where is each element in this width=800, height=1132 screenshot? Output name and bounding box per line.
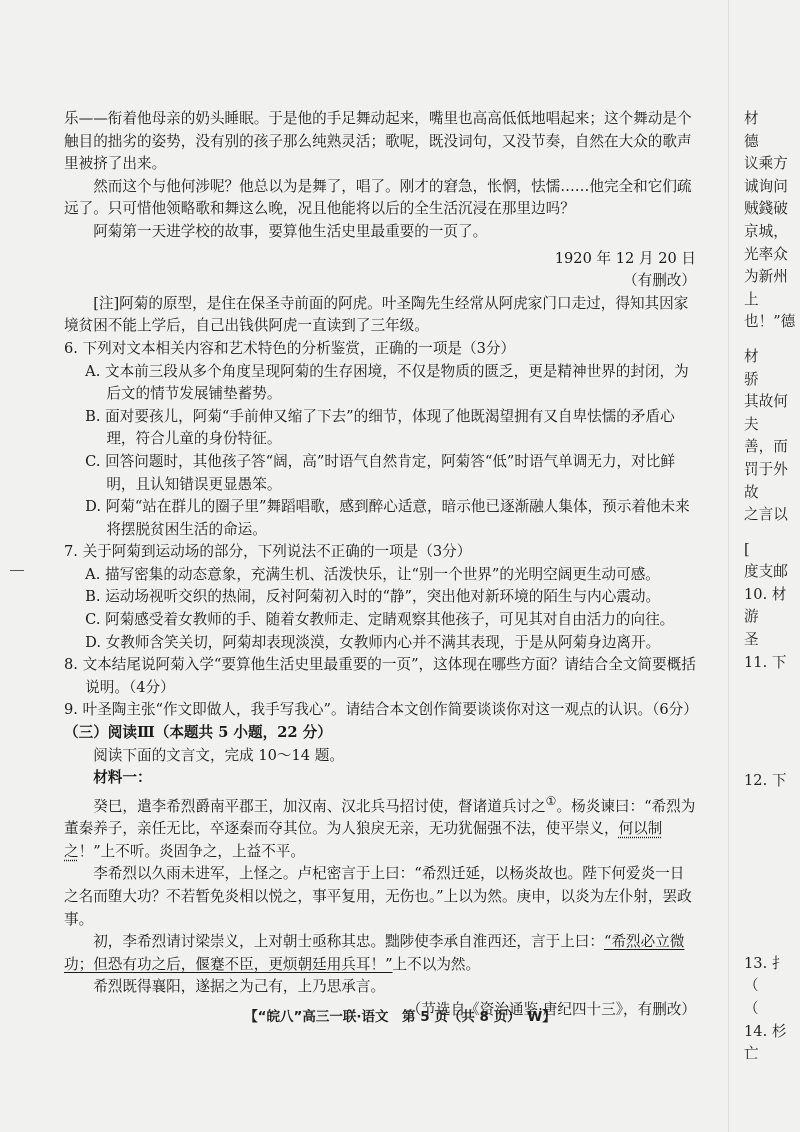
m1-p1-part-c: ！”上不听。炎固争之，上益不平。 bbox=[78, 842, 305, 860]
passage-annotation: [注]阿菊的原型，是住在保圣寺前面的阿虎。叶圣陶先生经常从阿虎家门口走过，得知其因家境贫困不能上学后，自己出钱供阿虎一直读到了三年级。 bbox=[64, 294, 689, 335]
passage-date: 1920 年 12 月 20 日 bbox=[554, 249, 696, 267]
section-reading-3-intro: 阅读下面的文言文，完成 10～14 题。 bbox=[93, 746, 344, 764]
adjacent-line: 京城， bbox=[744, 222, 788, 240]
adjacent-line: 为新州 bbox=[744, 268, 788, 286]
question-6-option-c: C. 回答问题时，其他孩子答“阔，高”时语气自然肯定，阿菊答“低”时语气单调无力，对比鲜明，且认知错误更显愚笨。 bbox=[85, 452, 675, 493]
adjacent-line: 贼錢破 bbox=[744, 200, 788, 218]
adjacent-line: 善，而 bbox=[744, 438, 788, 456]
passage-edited-note: （有删改） bbox=[623, 272, 696, 290]
adjacent-line: （ bbox=[744, 977, 759, 995]
question-7-option-b: B. 运动场视听交织的热闹，反衬阿菊初入时的“静”，突出他对新环境的陌生与内心震动。 bbox=[85, 588, 661, 606]
page-footer: 【“皖八”高三一联·语文 第 5 页（共 8 页） W】 bbox=[244, 1009, 556, 1025]
question-6-stem: 6. 下列对文本相关内容和艺术特色的分析鉴赏，正确的一项是（3分） bbox=[64, 339, 516, 357]
adjacent-line: 议乘方 bbox=[744, 155, 788, 173]
adjacent-line: 光率众 bbox=[744, 245, 788, 263]
question-7-stem: 7. 关于阿菊到运动场的部分，下列说法不正确的一项是（3分） bbox=[64, 543, 472, 561]
m1-p1-part-b: 。杨炎谏曰：“希烈为董秦养子，亲任无比，卒逐秦而夺其位。为人狼戾无亲，无功犹倔强不法，使平崇义， bbox=[64, 797, 696, 838]
adjacent-line: 亡 bbox=[744, 1045, 759, 1063]
adjacent-line: 12. 下 bbox=[744, 772, 787, 790]
question-7-option-c: C. 阿菊感受着女教师的手、随着女教师走、定睛观察其他孩子，可见其对自由活力的向往。 bbox=[85, 611, 675, 629]
adjacent-line: 诚询问 bbox=[744, 177, 788, 195]
section-reading-3-heading: （三）阅读Ⅲ（本题共 5 小题，22 分） bbox=[64, 724, 332, 742]
adjacent-line: （ bbox=[744, 1000, 759, 1018]
adjacent-line: 其故何 bbox=[744, 393, 788, 411]
adjacent-gap bbox=[744, 334, 800, 346]
question-8: 8. 文本结尾说阿菊入学“要算他生活史里最重要的一页”，这体现在哪些方面？请结合全文简要概括说明。（4分） bbox=[64, 656, 696, 696]
dotted-phrase: 何以制之 bbox=[64, 820, 663, 860]
material-1-paragraph-2: 李希烈以久雨未进军，上怪之。卢杞密言于上曰：“希烈迁延，以杨炎故也。陛下何爱炎一日之名而堕大功？不若暂免炎相以悦之，事平复用，无伤也。”上以为然。庚申，以炎为左仆射，罢政事。 bbox=[64, 865, 692, 928]
m1-p1-part-a: 癸巳，遣李希烈爵南平郡王，加汉南、汉北兵马招讨使，督诸道兵讨之 bbox=[93, 797, 546, 815]
adjacent-line: 度支邮 bbox=[744, 563, 788, 581]
adjacent-line: [ bbox=[744, 540, 750, 558]
adjacent-line: 13. 扌 bbox=[744, 954, 787, 972]
material-1-paragraph-4: 希烈既得襄阳，遂据之为己有，上乃思承言。 bbox=[93, 978, 386, 996]
material-1-source: （节选自《资治通鉴·唐纪四十三》，有删改） bbox=[406, 1001, 696, 1019]
material-1-paragraph-1 bbox=[64, 790, 696, 864]
left-margin-mark bbox=[10, 570, 24, 571]
passage-paragraph-1: 乐——衔着他母亲的奶头睡眠。于是他的手足舞动起来，嘴里也高高低低地唱起来；这个舞动是个触目的拙劣的姿势，没有别的孩子那么纯熟灵活；歌呢，既没词句，又没节奏，自然在大众的歌声里被挤了出来。 bbox=[64, 110, 692, 173]
footnote-marker: ① bbox=[545, 793, 557, 808]
adjacent-line: 之言以 bbox=[744, 506, 788, 524]
adjacent-line: 材 bbox=[744, 347, 759, 365]
question-9: 9. 叶圣陶主张“作文即做人，我手写我心”。请结合本文创作简要谈谈你对这一观点的认识。（6分） bbox=[64, 701, 698, 719]
m1-p3-part-a: 初，李希烈请讨梁崇义，上对朝士亟称其忠。黜陟使李承自淮西还，言于上曰： bbox=[93, 933, 604, 951]
question-6-option-a: A. 文本前三段从多个角度呈现阿菊的生存困境，不仅是物质的匮乏，更是精神世界的封闭，为后文的情节发展铺垫蓄势。 bbox=[85, 362, 689, 403]
adjacent-line: 罚于外 bbox=[744, 460, 788, 478]
main-column bbox=[64, 108, 696, 1022]
adjacent-gap bbox=[744, 527, 800, 539]
adjacent-line: 也！”德 bbox=[744, 313, 796, 331]
passage-paragraph-2: 然而这个与他何涉呢？他总以为是舞了，唱了。刚才的窘急，怅惘，怯懦……他完全和它们疏远了。只可惜他领略歌和舞这么晚，况且他能将以后的全生活沉浸在那里边吗？ bbox=[64, 177, 692, 218]
adjacent-line: 上 bbox=[744, 290, 759, 308]
question-7-option-d: D. 女教师含笑关切，阿菊却表现淡漠，女教师内心并不满其表现，于是从阿菊身边离开。 bbox=[85, 633, 661, 651]
underlined-sentence: “希烈必立微功；但恐有功之后，偃蹇不臣，更烦朝廷用兵耳！” bbox=[64, 933, 685, 973]
adjacent-page-column bbox=[744, 108, 800, 1066]
question-6-option-b: B. 面对要孩儿，阿菊“手前伸又缩了下去”的细节，体现了他既渴望拥有又自卑怯懦的矛盾心理，符合儿童的身份特征。 bbox=[85, 407, 675, 448]
adjacent-gap bbox=[744, 674, 800, 770]
adjacent-line: 夫 bbox=[744, 415, 759, 433]
question-7-option-a: A. 描写密集的动态意象，充满生机、活泼快乐，让“别一个世界”的光明空阔更生动可感。 bbox=[85, 565, 660, 583]
adjacent-line: 圣 bbox=[744, 631, 759, 649]
adjacent-line: 德 bbox=[744, 132, 759, 150]
adjacent-line: 故 bbox=[744, 483, 759, 501]
material-1-label: 材料一： bbox=[93, 769, 152, 787]
adjacent-gap bbox=[744, 793, 800, 953]
adjacent-line: 11. 下 bbox=[744, 653, 787, 671]
material-1-paragraph-3 bbox=[64, 931, 696, 976]
m1-p3-part-b: 上不以为然。 bbox=[392, 955, 481, 973]
adjacent-line: 10. 材 bbox=[744, 585, 787, 603]
adjacent-line: 材 bbox=[744, 110, 759, 127]
page-fold-shadow bbox=[728, 0, 729, 1132]
adjacent-line: 14. 杉 bbox=[744, 1022, 787, 1040]
adjacent-line: 骄 bbox=[744, 370, 759, 388]
question-6-option-d: D. 阿菊“站在群儿的圈子里”舞蹈唱歌，感到醉心适意，暗示他已逐渐融人集体，预示着他未来将摆脱贫困生活的命运。 bbox=[85, 498, 690, 538]
passage-paragraph-3: 阿菊第一天进学校的故事，要算他生活史里最重要的一页了。 bbox=[93, 222, 488, 240]
adjacent-line: 游 bbox=[744, 608, 759, 626]
